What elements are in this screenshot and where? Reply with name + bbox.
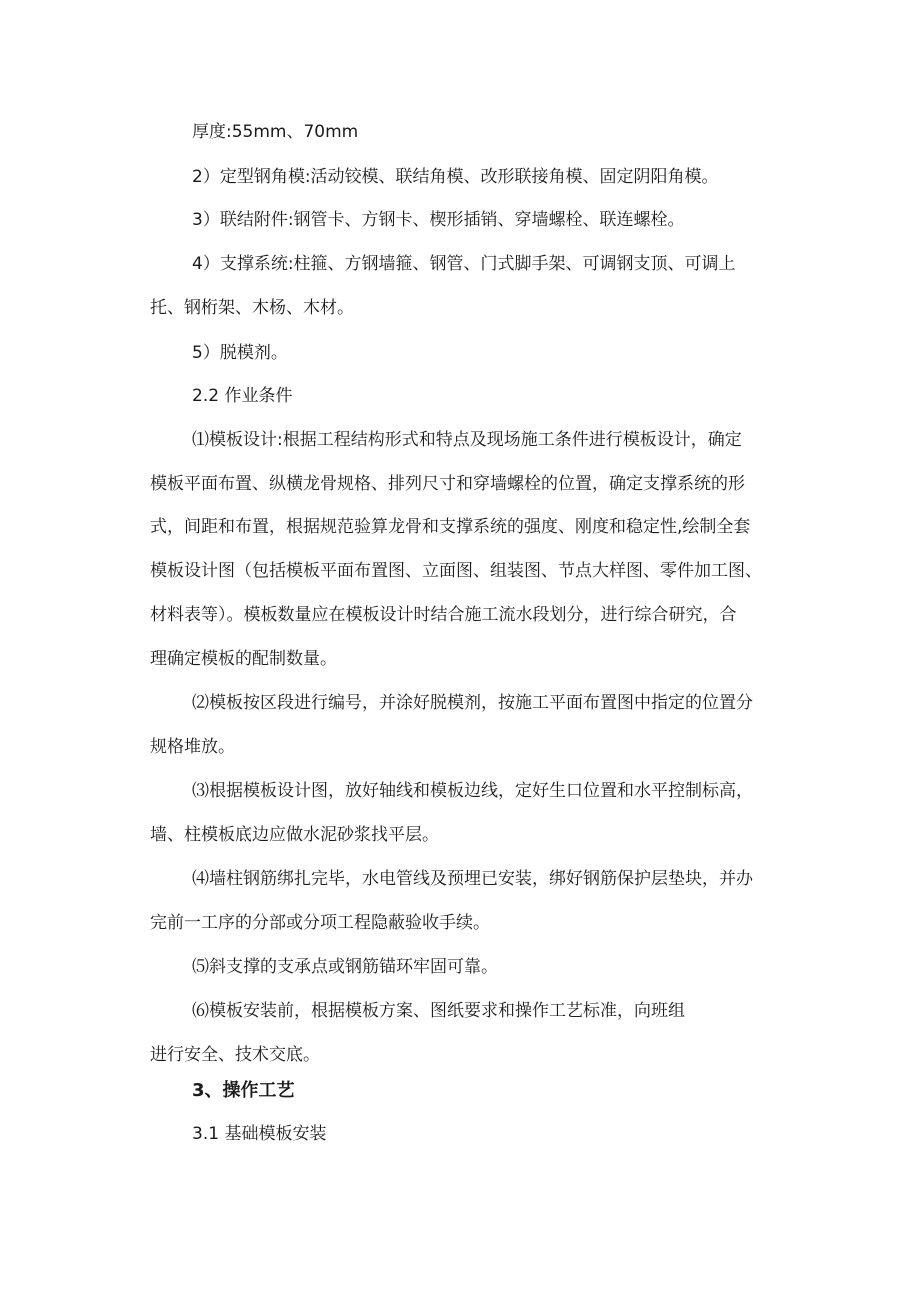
- cond-5-line: ⑸斜支撑的支承点或钢筋锚环牢固可靠。: [192, 957, 498, 977]
- section-3-1-heading: 3.1 基础模板安装: [192, 1124, 327, 1144]
- cond-1-line-6: 理确定模板的配制数量。: [150, 649, 337, 669]
- item-4-support-system: 4）支撑系统:柱箍、方钢墙箍、钢管、门式脚手架、可调钢支顶、可调上: [192, 254, 736, 274]
- cond-1-line-4: 模板设计图（包括模板平面布置图、立面图、组装图、节点大样图、零件加工图、: [150, 561, 762, 581]
- section-3-heading: 3、操作工艺: [192, 1080, 295, 1101]
- cond-4-line-1: ⑷墙柱钢筋绑扎完毕，水电管线及预埋已安装，绑好钢筋保护层垫块，并办: [192, 869, 753, 889]
- cond-2-line-2: 规格堆放。: [150, 737, 235, 757]
- cond-3-line-1: ⑶根据模板设计图，放好轴线和模板边线，定好生口位置和水平控制标高，: [192, 781, 753, 801]
- item-3-connectors: 3）联结附件:钢管卡、方钢卡、楔形插销、穿墙螺栓、联连螺栓。: [192, 210, 685, 230]
- cond-1-line-2: 模板平面布置、纵横龙骨规格、排列尺寸和穿墙螺栓的位置，确定支撑系统的形: [150, 474, 745, 494]
- cond-1-line-5: 材料表等）。模板数量应在模板设计时结合施工流水段划分，进行综合研究，合: [150, 605, 737, 625]
- cond-1-line-1: ⑴模板设计:根据工程结构形式和特点及现场施工条件进行模板设计，确定: [192, 430, 742, 450]
- cond-3-line-2: 墙、柱模板底边应做水泥砂浆找平层。: [150, 825, 439, 845]
- section-2-2-heading: 2.2 作业条件: [192, 386, 293, 406]
- cond-1-line-3: 式，间距和布置，根据规范验算龙骨和支撑系统的强度、刚度和稳定性,绘制全套: [150, 517, 751, 537]
- cond-2-line-1: ⑵模板按区段进行编号，并涂好脱模剂，按施工平面布置图中指定的位置分: [192, 693, 753, 713]
- item-4-support-system-cont: 托、钢桁架、木杨、木材。: [150, 298, 354, 318]
- thickness-line: 厚度:55mm、70mm: [192, 122, 359, 142]
- cond-6-line-2: 进行安全、技术交底。: [150, 1045, 320, 1065]
- cond-4-line-2: 完前一工序的分部或分项工程隐蔽验收手续。: [150, 913, 490, 933]
- item-5-release-agent: 5）脱模剂。: [192, 343, 288, 363]
- cond-6-line-1: ⑹模板安装前，根据模板方案、图纸要求和操作工艺标准，向班组: [192, 1001, 685, 1021]
- item-2-corner-molds: 2）定型钢角模:活动铰模、联结角模、改形联接角模、固定阴阳角模。: [192, 167, 719, 187]
